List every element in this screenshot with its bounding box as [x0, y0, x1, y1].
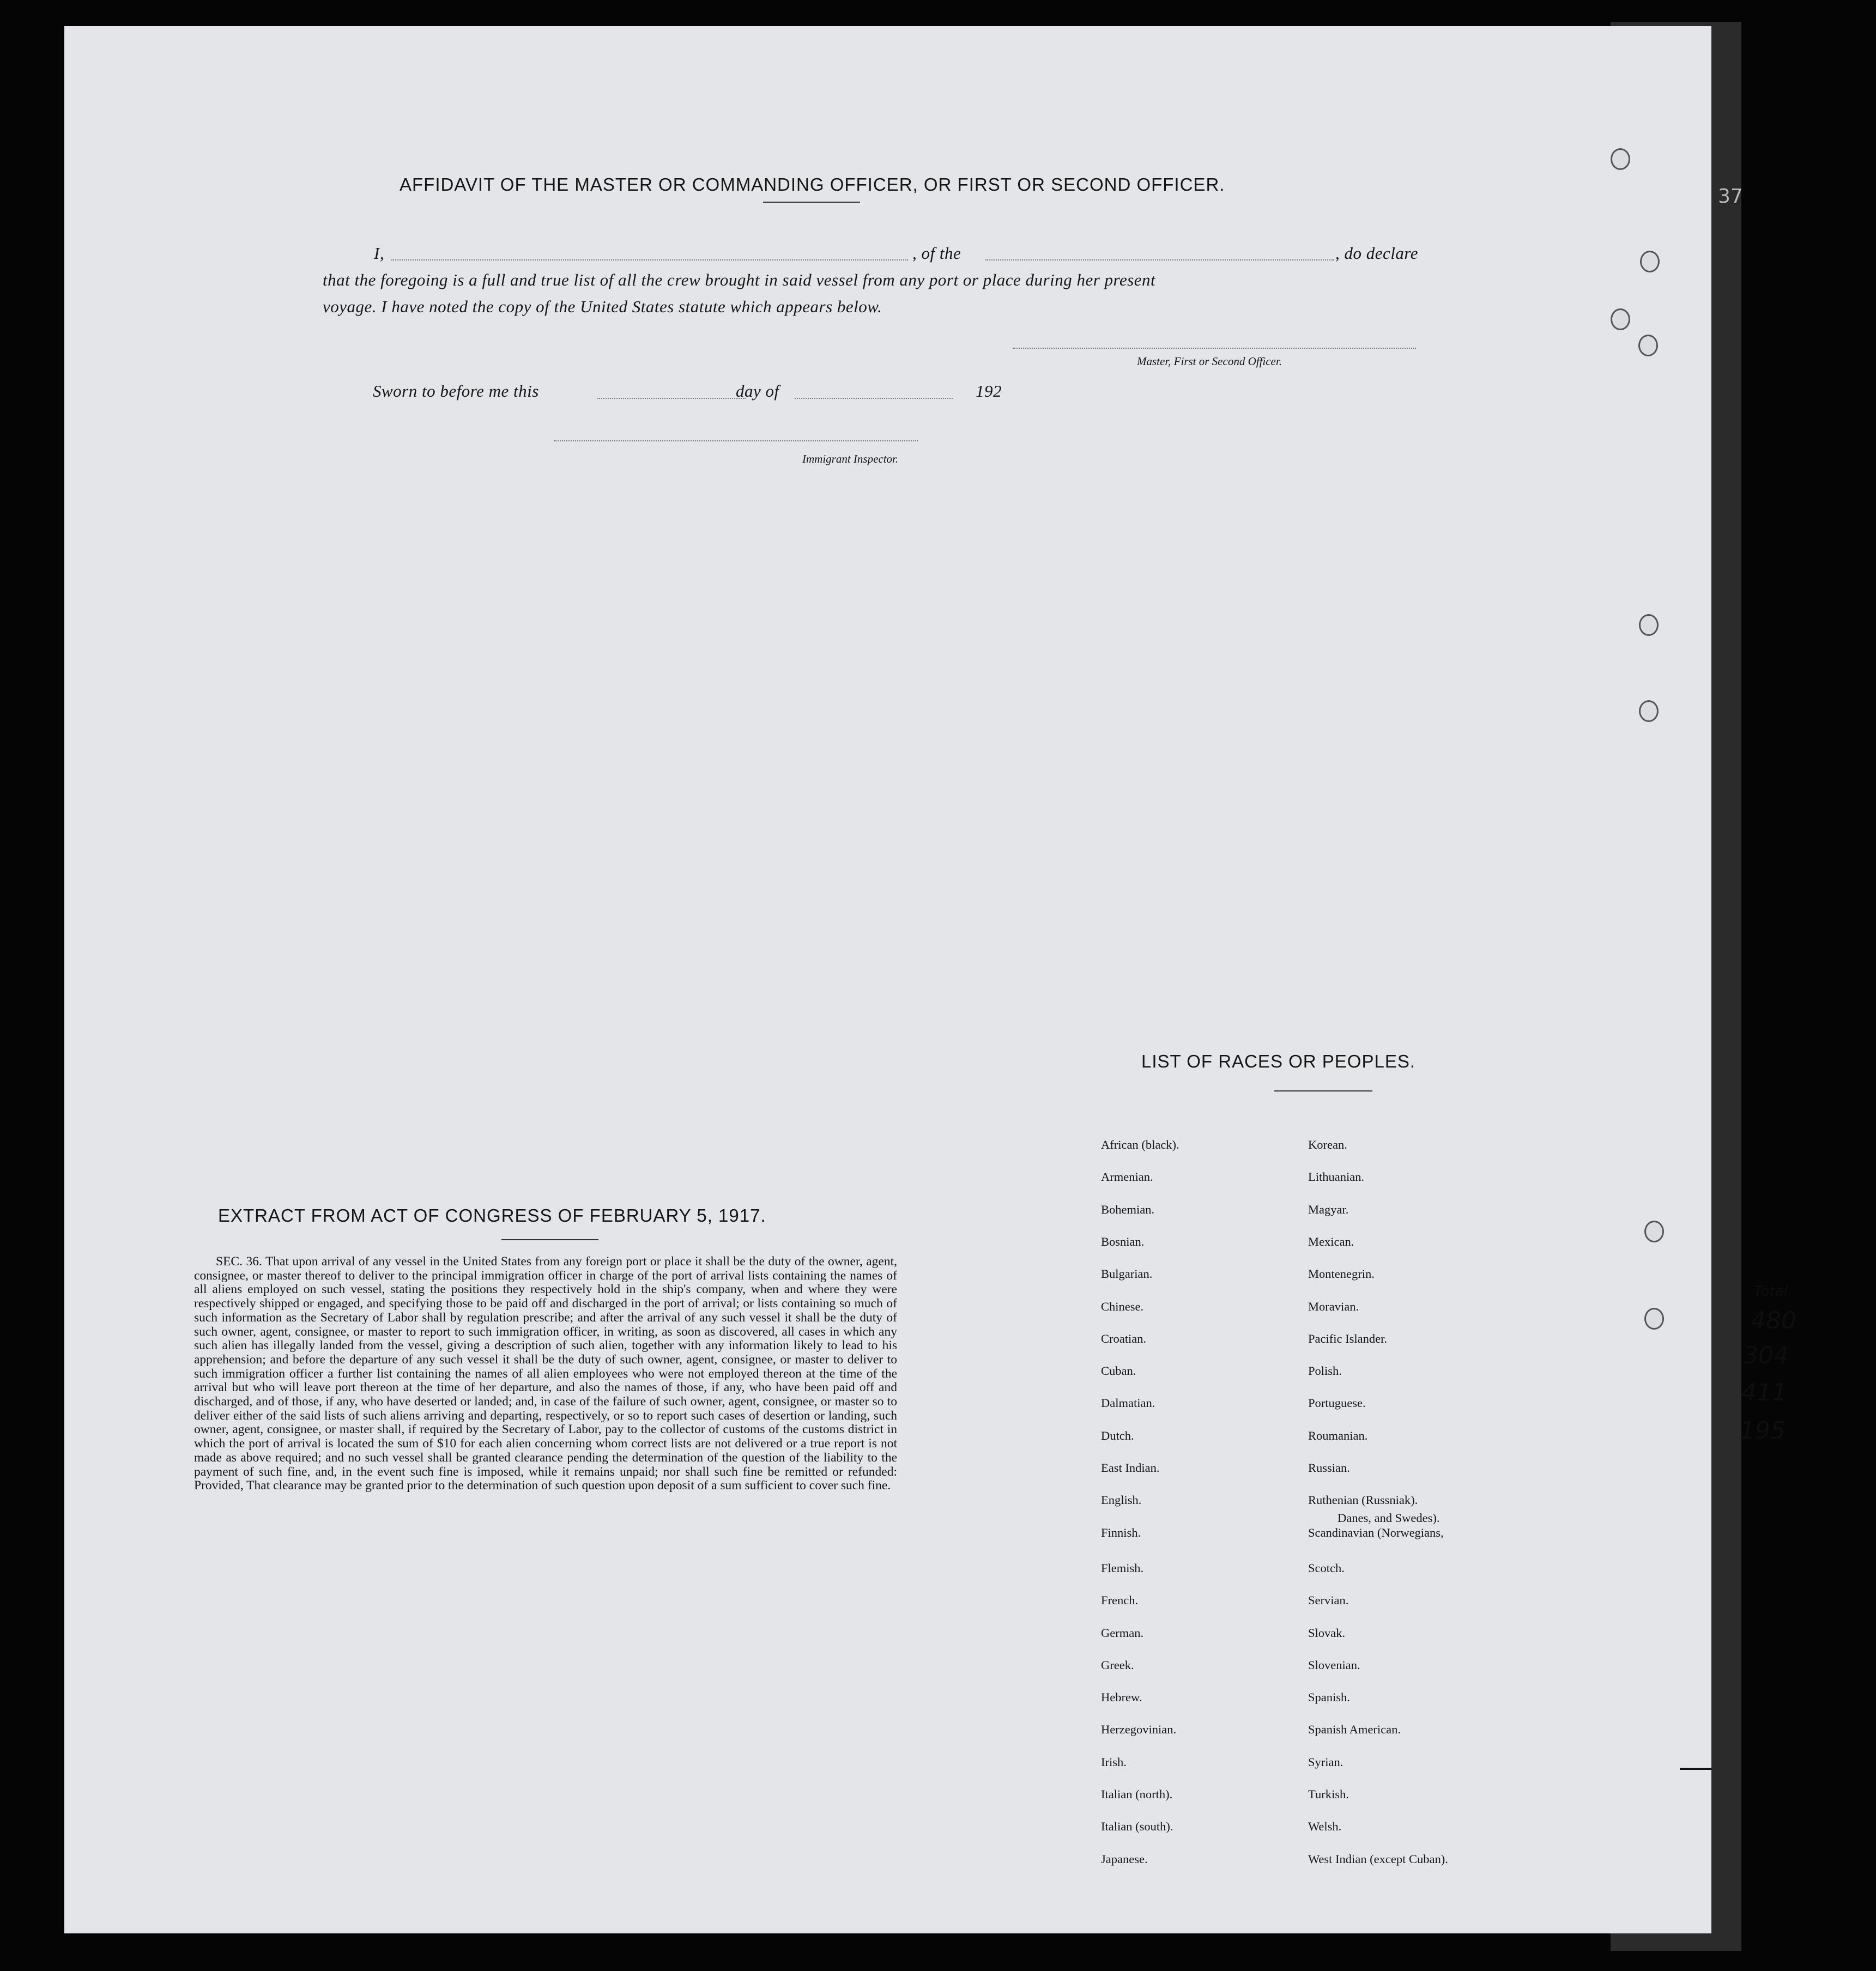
heading-rule	[763, 202, 860, 203]
race-item: Servian.	[1308, 1593, 1349, 1608]
declaration-line-3: voyage. I have noted the copy of the United States statute which appears below.	[323, 297, 882, 316]
race-item: Greek.	[1101, 1658, 1134, 1672]
race-item: Bohemian.	[1101, 1202, 1155, 1216]
affidavit-heading: AFFIDAVIT OF THE MASTER OR COMMANDING OFFICER, OR FIRST OR SECOND OFFICER.	[400, 174, 1225, 195]
race-item: Bosnian.	[1101, 1234, 1145, 1248]
officer-signature-field[interactable]	[1013, 348, 1416, 349]
punch-hole	[1611, 148, 1630, 170]
margin-number: 195	[1740, 1417, 1786, 1445]
punch-hole	[1640, 251, 1660, 272]
race-item: Scandinavian (Norwegians,	[1308, 1525, 1444, 1539]
race-item: Russian.	[1308, 1461, 1350, 1475]
race-item: Slovak.	[1308, 1626, 1346, 1640]
race-item: Syrian.	[1308, 1755, 1344, 1769]
race-item: Moravian.	[1308, 1299, 1359, 1313]
race-item: Spanish American.	[1308, 1723, 1401, 1737]
punch-hole	[1611, 308, 1630, 330]
punch-hole	[1639, 700, 1659, 722]
race-item: English.	[1101, 1493, 1142, 1507]
declarant-label: I,	[374, 244, 385, 263]
inspector-caption: Immigrant Inspector.	[802, 452, 899, 465]
right-edge-mark	[1680, 1768, 1711, 1770]
punch-hole	[1644, 1221, 1664, 1242]
race-item: Italian (south).	[1101, 1820, 1173, 1834]
punch-hole	[1638, 335, 1658, 356]
declaration-line-2: that the foregoing is a full and true list of all the crew brought in said vessel from any port or place during her present	[323, 270, 1156, 289]
sworn-day-field[interactable]	[597, 398, 746, 399]
race-item: Hebrew.	[1101, 1690, 1142, 1705]
corner-mark: 37	[1718, 185, 1743, 208]
declarant-name-field[interactable]	[391, 259, 908, 260]
race-item: Armenian.	[1101, 1170, 1153, 1184]
margin-number: 480	[1751, 1307, 1796, 1335]
of-the-label: , of the	[912, 244, 961, 263]
margin-total-label: Total	[1754, 1283, 1788, 1300]
race-item: Herzegovinian.	[1101, 1723, 1177, 1737]
race-item: Lithuanian.	[1308, 1170, 1365, 1184]
margin-number: 411	[1741, 1379, 1787, 1406]
race-item: Korean.	[1308, 1138, 1347, 1151]
race-item: African (black).	[1101, 1138, 1179, 1151]
race-item: German.	[1101, 1626, 1144, 1640]
race-item: Portuguese.	[1308, 1396, 1366, 1410]
sworn-month-field[interactable]	[795, 398, 953, 399]
statute-paragraph: SEC. 36. That upon arrival of any vessel in the United States from any foreign port or place it shall be the duty of the owner, agent, consignee, or master thereof to deliver to the principal immigration officer in charge of the port of arrival lists containing the names of all aliens employed on such vessel, stating the positions they respectively hold in the ship's company, when and where they were respectively shipped or engaged, and specifying those to be paid off and discharged in the port of arrival; or lists containing so much of such information as the Secretary of Labor shall by regulation prescribe; and after the arrival of any such vessel it shall be the duty of such owner, agent, consignee, or master to report to such immigration officer, in writing, as soon as discovered, all cases in which any such alien has illegally landed from the vessel, giving a description of such alien, together with any information likely to lead to his apprehension; and before the departure of any such vessel it shall be the duty of such owner, agent, consignee, or master to deliver to such immigration officer a further list containing the names of all alien employees who were not employed thereon at the time of the arrival but who will leave port thereon at the time of her departure, and also the names of those, if any, who have been paid off and discharged, and of those, if any, who have deserted or landed; and, in case of the failure of such owner, agent, consignee, or master so to deliver either of the said lists of such aliens arriving and departing, respectively, or so to report such cases of desertion or landing, such owner, agent, consignee, or master shall, if required by the Secretary of Labor, pay to the collector of customs of the customs district in which the port of arrival is located the sum of $10 for each alien concerning whom correct lists are not delivered or a true report is not made as above required; and no such vessel shall be granted clearance pending the determination of the question of the liability to the payment of such fine, and, in the event such fine is imposed, while it remains unpaid; nor shall such fine be remitted or refunded: Provided, That clearance may be granted prior to the determination of such question upon deposit of a sum sufficient to cover such fine.	[194, 1254, 897, 1493]
race-item: French.	[1101, 1593, 1139, 1608]
races-heading: LIST OF RACES OR PEOPLES.	[1141, 1051, 1416, 1071]
punch-hole	[1639, 614, 1659, 636]
races-heading-rule	[1274, 1090, 1372, 1091]
race-item: Montenegrin.	[1308, 1267, 1375, 1281]
race-item: Slovenian.	[1308, 1658, 1360, 1672]
extract-heading: EXTRACT FROM ACT OF CONGRESS OF FEBRUARY 5, 1917.	[218, 1205, 766, 1226]
race-item: Dalmatian.	[1101, 1396, 1155, 1410]
year-prefix: 192	[976, 381, 1002, 401]
sworn-label: Sworn to before me this	[373, 381, 539, 401]
race-item: Italian (north).	[1101, 1787, 1173, 1801]
race-item: Pacific Islander.	[1308, 1331, 1387, 1345]
punch-hole	[1644, 1308, 1664, 1330]
race-item: Cuban.	[1101, 1364, 1136, 1378]
race-item: Scotch.	[1308, 1561, 1345, 1575]
statute-text	[194, 1255, 897, 1493]
manifest-page	[64, 26, 1711, 1933]
race-item: Irish.	[1101, 1755, 1127, 1769]
extract-heading-rule	[501, 1239, 598, 1240]
race-item: Spanish.	[1308, 1690, 1350, 1705]
race-item: Chinese.	[1101, 1299, 1144, 1313]
race-item: Flemish.	[1101, 1561, 1144, 1575]
do-declare-label: , do declare	[1335, 244, 1419, 263]
race-item: Turkish.	[1308, 1787, 1349, 1801]
race-item: Ruthenian (Russniak).	[1308, 1493, 1418, 1507]
officer-signature-caption: Master, First or Second Officer.	[1137, 355, 1282, 368]
race-item: East Indian.	[1101, 1461, 1160, 1475]
margin-number: 304	[1743, 1342, 1789, 1369]
race-item: Dutch.	[1101, 1428, 1134, 1442]
inspector-signature-field[interactable]	[554, 440, 918, 441]
race-item-continuation: Danes, and Swedes).	[1338, 1511, 1440, 1525]
race-item: Japanese.	[1101, 1852, 1148, 1866]
race-item: Polish.	[1308, 1364, 1342, 1378]
race-item: Welsh.	[1308, 1820, 1342, 1834]
day-of-label: day of	[736, 381, 779, 401]
race-item: West Indian (except Cuban).	[1308, 1852, 1448, 1866]
race-item: Mexican.	[1308, 1234, 1354, 1248]
race-item: Finnish.	[1101, 1525, 1141, 1539]
race-item: Bulgarian.	[1101, 1267, 1153, 1281]
race-item: Magyar.	[1308, 1202, 1349, 1216]
vessel-name-field[interactable]	[985, 259, 1334, 260]
race-item: Roumanian.	[1308, 1428, 1368, 1442]
race-item: Croatian.	[1101, 1331, 1147, 1345]
